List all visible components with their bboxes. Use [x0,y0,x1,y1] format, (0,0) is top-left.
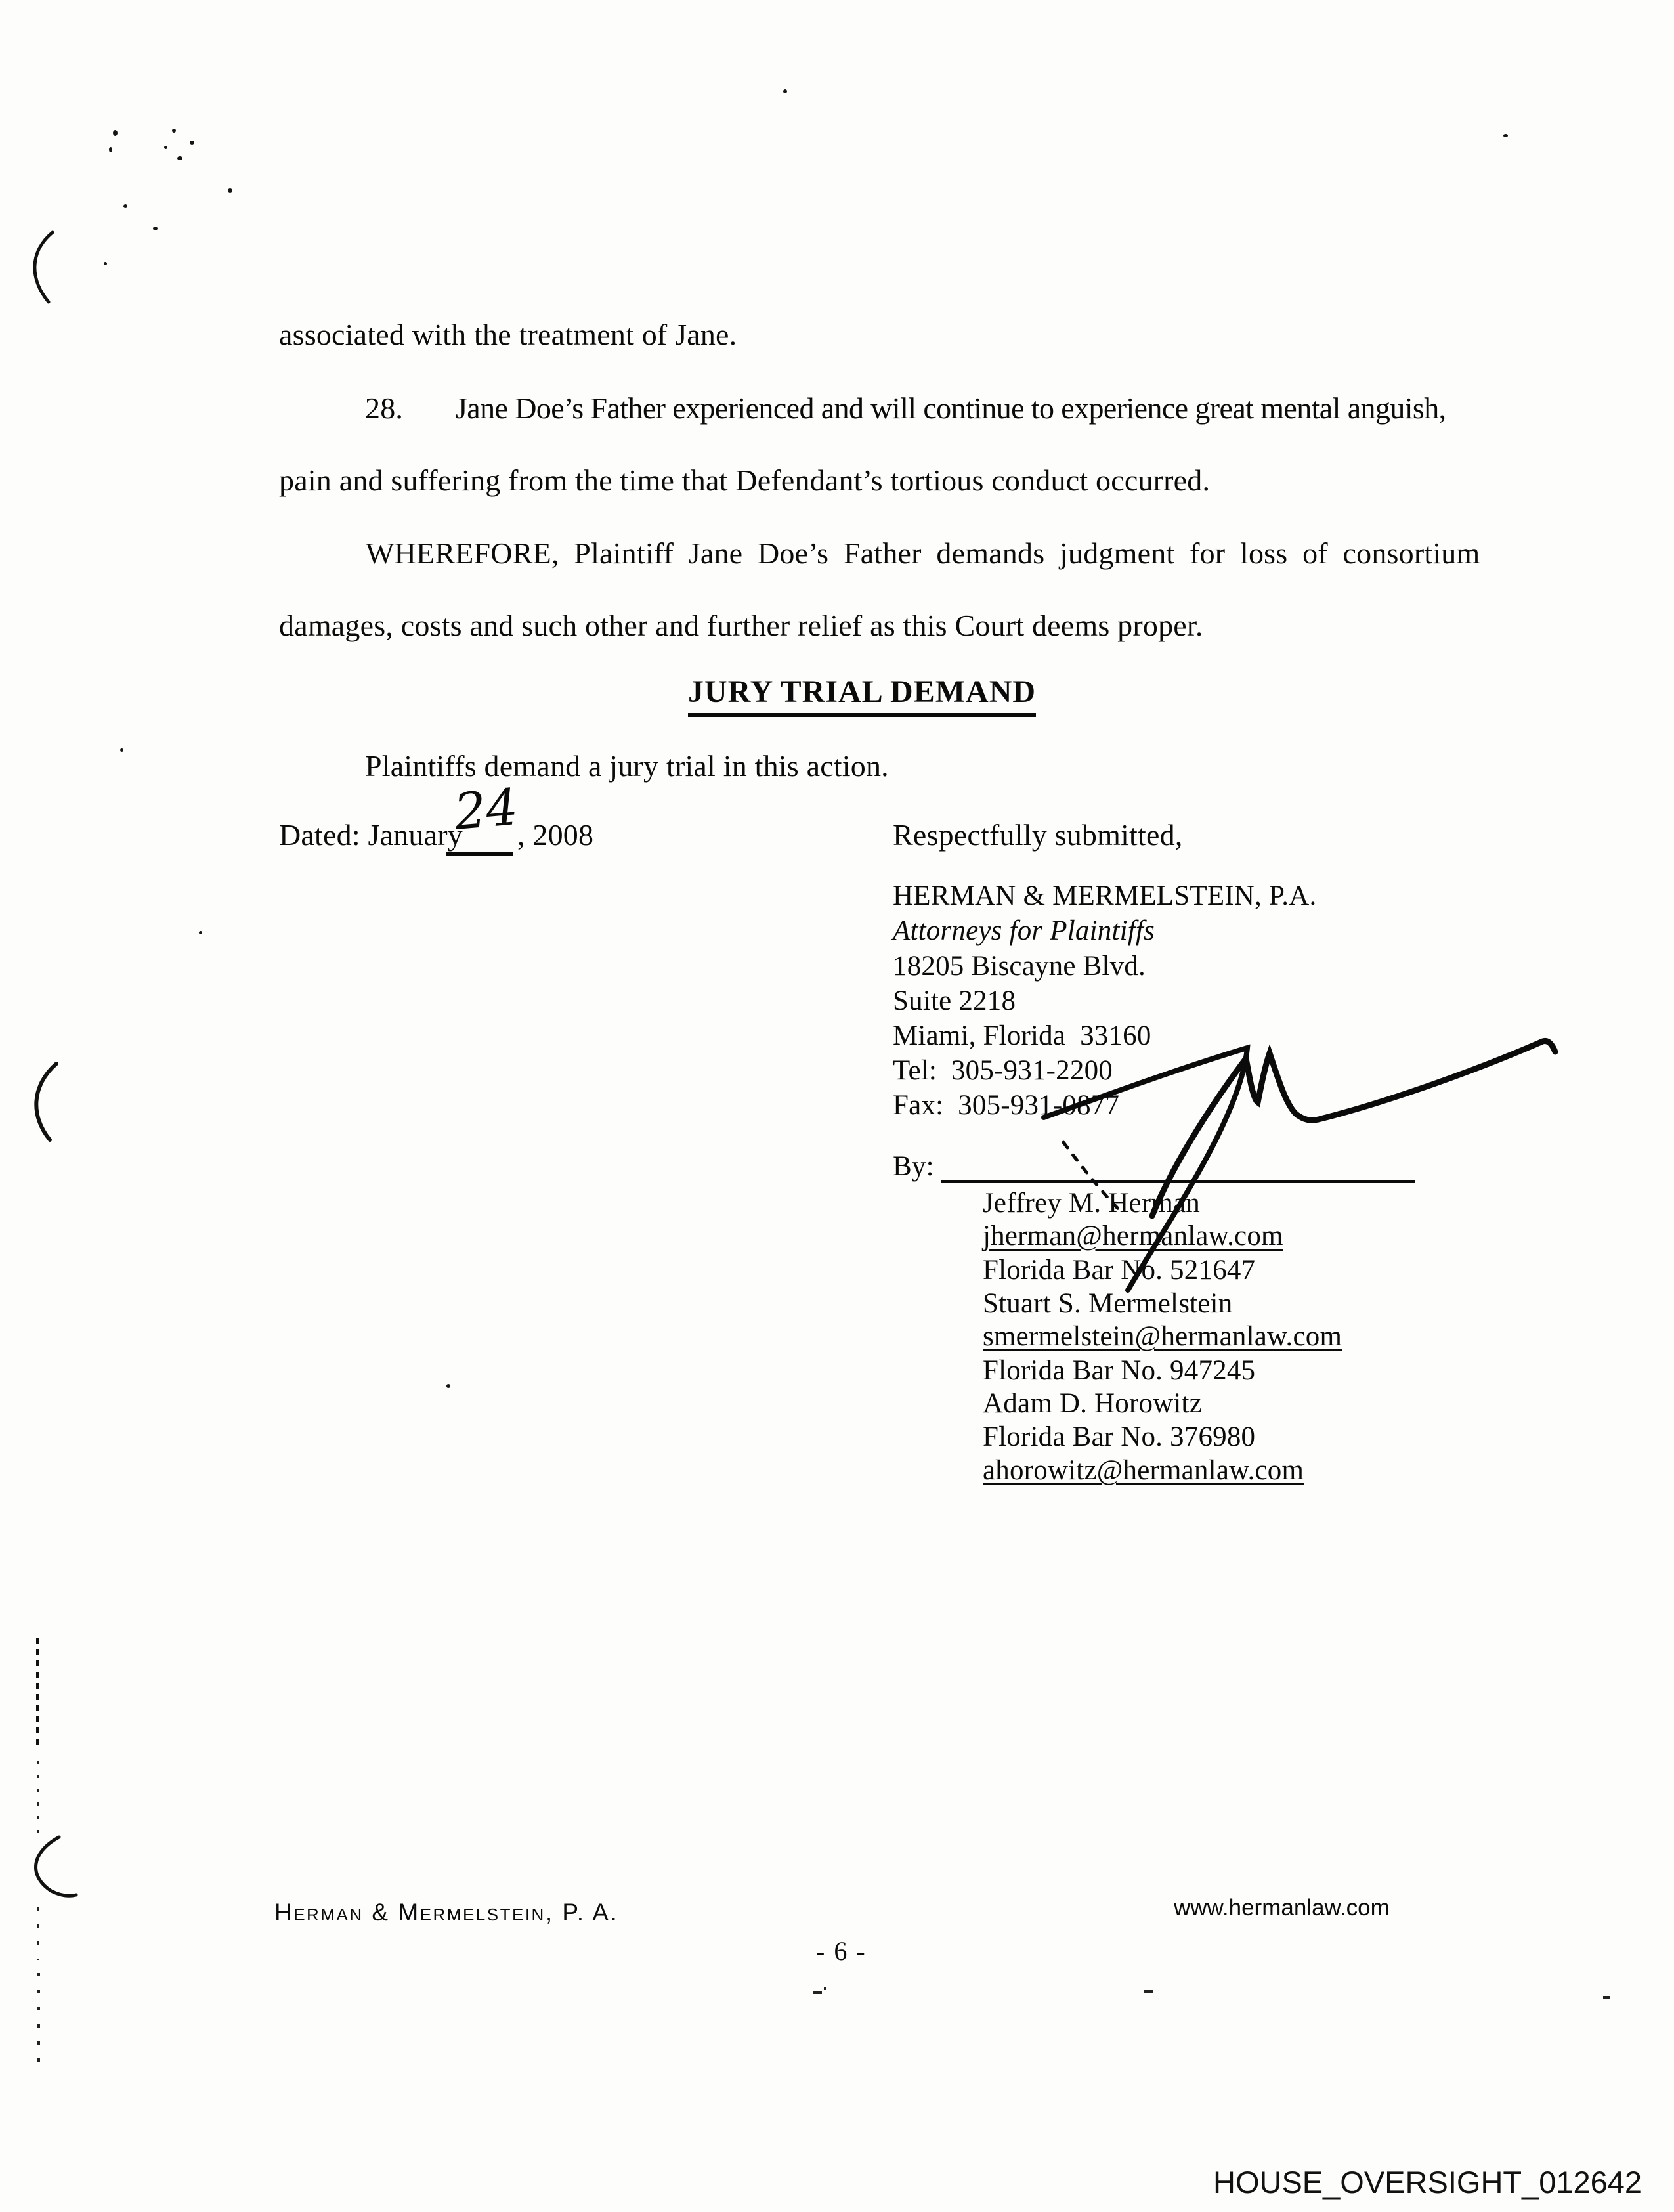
attorney-2-name: Stuart S. Mermelstein [983,1288,1233,1319]
firm-address-suite: Suite 2218 [893,986,1016,1016]
scan-speck [172,129,176,133]
attorney-3-email: ahorowitz@hermanlaw.com [983,1455,1304,1486]
scan-speck [783,89,787,93]
scan-dash-artifact [1603,1996,1610,1999]
by-label: By: [893,1151,934,1182]
scan-dash-artifact [1144,1990,1153,1993]
paragraph-28-number: 28. [365,391,404,425]
scan-speck [228,188,232,193]
attorney-2-bar-number: Florida Bar No. 947245 [983,1355,1256,1386]
footer-website: www.hermanlaw.com [1174,1895,1390,1920]
firm-fax: Fax: 305-931-0877 [893,1090,1120,1121]
dated-prefix: Dated: January [279,818,463,852]
paragraph-28-line-1: Jane Doe’s Father experienced and will continue to experience great mental anguish, [456,391,1446,425]
attorney-3-name: Adam D. Horowitz [983,1388,1202,1419]
scan-speck [177,156,182,160]
firm-name: HERMAN & MERMELSTEIN, P.A. [893,880,1317,911]
scan-speck [109,147,112,152]
date-underline [446,852,513,856]
attorney-2-email: smermelstein@hermanlaw.com [983,1321,1342,1352]
scan-speck [1503,134,1508,137]
firm-address-street: 18205 Biscayne Blvd. [893,951,1146,982]
wherefore-line-2: damages, costs and such other and further relief as this Court deems proper. [279,609,1203,642]
scan-dash-artifact [813,1991,822,1994]
attorney-1-email: jherman@hermanlaw.com [983,1221,1283,1251]
scan-speck [446,1384,450,1388]
jury-trial-demand-heading: JURY TRIAL DEMAND [688,674,1036,717]
scan-speck [153,227,158,230]
scan-speck [199,931,202,934]
footer-firm-name: Herman & Mermelstein, P. A. [274,1899,619,1926]
scan-arc-artifact-top [25,231,64,307]
body-line-treatment: associated with the treatment of Jane. [279,318,737,351]
scan-speck [113,130,118,136]
paragraph-28-line-2: pain and suffering from the time that Defendant’s tortious conduct occurred. [279,464,1211,497]
scan-dotted-line-artifact [37,1973,40,2065]
respectfully-submitted: Respectfully submitted, [893,818,1183,852]
bates-stamp: HOUSE_OVERSIGHT_012642 [1213,2165,1642,2200]
handwritten-day: 24 [452,777,521,842]
firm-role: Attorneys for Plaintiffs [893,915,1155,946]
jury-trial-demand-text: Plaintiffs demand a jury trial in this action. [365,749,889,783]
dated-suffix: , 2008 [517,818,594,852]
scan-speck [120,748,123,752]
scan-arc-artifact-middle [28,1062,67,1144]
scan-dotted-line-artifact [36,1638,39,1748]
scan-speck [164,146,167,149]
firm-phone: Tel: 305-931-2200 [893,1055,1113,1086]
scan-arc-artifact-bottom [26,1836,79,1901]
scan-dash-artifact [824,1987,826,1990]
scan-speck [190,141,194,145]
page-number: - 6 - [816,1936,867,1966]
scan-dotted-line-artifact [37,1907,39,1960]
scan-speck [104,262,107,265]
wherefore-line-1: WHEREFORE, Plaintiff Jane Doe’s Father demands judgment for loss of consortium [366,536,1480,570]
attorney-1-name: Jeffrey M. Herman [983,1188,1200,1219]
firm-address-city: Miami, Florida 33160 [893,1020,1151,1051]
scan-speck [123,204,127,208]
attorney-1-bar-number: Florida Bar No. 521647 [983,1255,1256,1286]
attorney-3-bar-number: Florida Bar No. 376980 [983,1421,1256,1452]
scan-dotted-line-artifact [37,1761,39,1834]
